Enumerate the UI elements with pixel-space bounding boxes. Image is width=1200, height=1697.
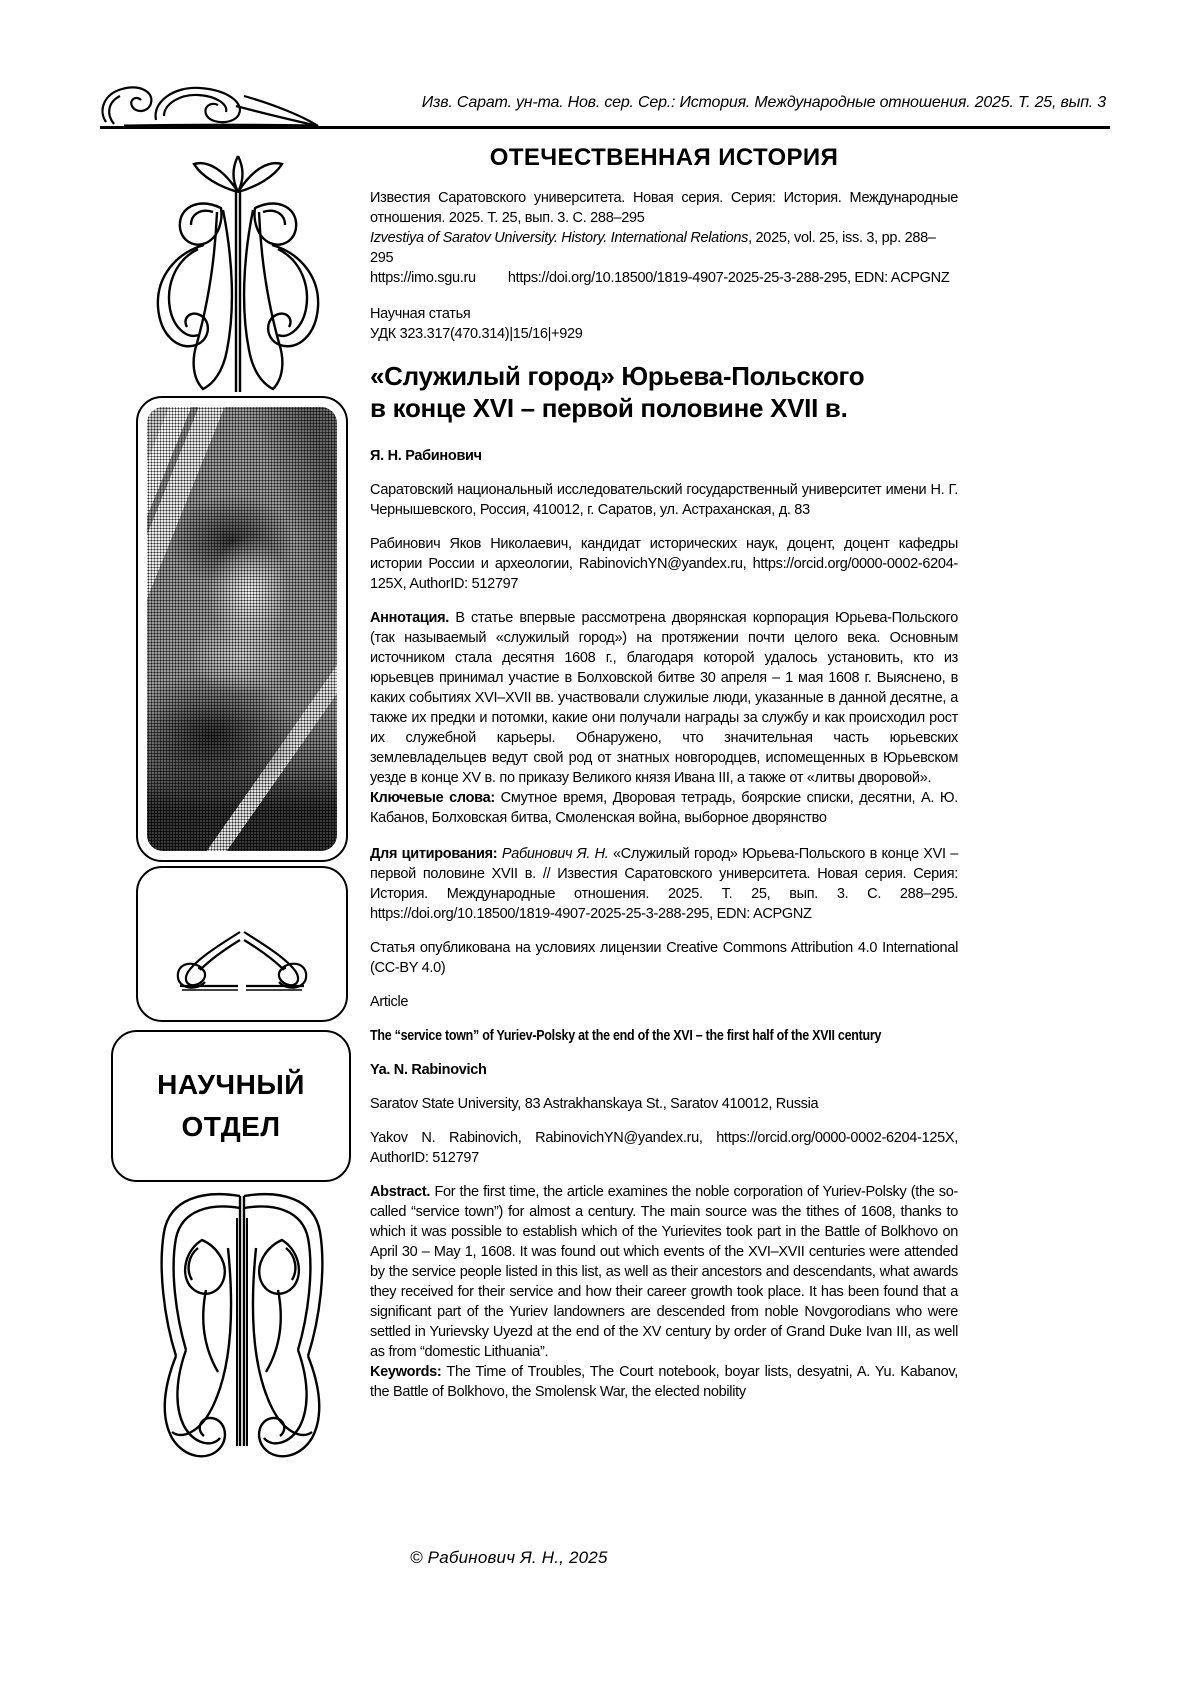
article-front-matter [370, 144, 959, 1418]
abstract-label-en: Abstract. [370, 1184, 431, 1200]
article-title-ru [370, 360, 958, 424]
keywords-label-en: Keywords: [370, 1364, 442, 1380]
article-meta-ru [370, 304, 958, 344]
license-statement: Статья опубликована на условиях лицензии Creative Commons Attribution 4.0 International (CC-BY 4.0) [370, 940, 958, 976]
for-citation-ru [370, 844, 958, 924]
keywords-en [370, 1362, 958, 1402]
affiliation-en: Saratov State University, 83 Astrakhanskaya St., Saratov 410012, Russia [370, 1096, 819, 1112]
ornament-panel [136, 866, 348, 1022]
journal-citation-en [370, 228, 958, 268]
keywords-ru [370, 788, 958, 828]
running-head: Изв. Сарат. ун-та. Нов. сер. Сер.: История. Международные отношения. 2025. Т. 25, вып. 3 [421, 94, 1106, 111]
sidebar-label-line1: НАУЧНЫЙ [157, 1069, 305, 1100]
journal-title-en: Izvestiya of Saratov University. History. International Relations [370, 230, 749, 246]
author-info-en: Yakov N. Rabinovich, RabinovichYN@yandex.ru, https://orcid.org/0000-0002-6204-125X, AuthorID: 512797 [370, 1130, 958, 1166]
floral-ornament-small [166, 924, 318, 996]
section-title: ОТЕЧЕСТВЕННАЯ ИСТОРИЯ [489, 144, 839, 171]
abstract-block-en [370, 1182, 958, 1402]
affiliation-ru: Саратовский национальный исследовательский государственный университет имени Н. Г. Чернышевского, Россия, 410012, г. Саратов, ул. Астраханская, д. 83 [370, 482, 958, 518]
abstract-text-en: For the first time, the article examines the noble corporation of Yuriev-Polsky (the so-called “service town”) for almost a century. The main source was the tithes of 1608, thanks to which it was possible to establish which of the Yurievites took part in the Battle of Bolkhovo on April 30 – May 1, 1608. It was found out which events of the XVI–XVII centuries were attended by the service people listed in this list, as well as their ancestors and descendants, what awards they received for their service and how their career growth took place. It has been found that a significant part of the Yuriev landowners are descended from noble Novgorodians who were settled in Yurievsky Uyezd at the end of the XV century by order of Grand Duke Ivan III, as well as from “domestic Lithuania”. [370, 1184, 958, 1360]
article-title-en: The “service town” of Yuriev-Polsky at the end of the XVI – the first half of the XVII century [370, 1028, 882, 1044]
journal-site-link[interactable]: https://imo.sgu.ru [370, 270, 476, 286]
for-citation-text: «Служилый город» Юрьева-Польского в конце XVI – первой половине XVII в. // Известия Саратовского университета. Новая серия. Серия: История. Международные отношения. 2025. Т. 25, вып. 3. С. 288–295. https://doi.org/10.18500/1819-4907-2025-25-3-288-295, EDN: ACPGNZ [370, 846, 959, 922]
floral-ornament-top [142, 150, 334, 394]
article-type-ru: Научная статья [370, 306, 471, 322]
keywords-label-ru: Ключевые слова: [370, 790, 495, 806]
keywords-text-en: The Time of Troubles, The Court notebook, boyar lists, desyatni, A. Yu. Kabanov, the Battle of Bolkhovo, the Smolensk War, the elected nobility [370, 1364, 958, 1400]
journal-links-line [370, 268, 958, 288]
udc-code: УДК 323.317(470.314)|15/16|+929 [370, 326, 583, 342]
header-rule [100, 126, 1110, 129]
for-citation-authors: Рабинович Я. Н. [501, 846, 609, 862]
journal-citation-block [370, 188, 958, 288]
header-swirl-ornament [94, 76, 322, 130]
article-title-ru-line2: в конце XVI – первой половине XVII в. [370, 393, 848, 423]
author-info-ru: Рабинович Яков Николаевич, кандидат исторических наук, доцент, доцент кафедры истории России и археологии, RabinovichYN@yandex.ru, https://orcid.org/0000-0002-6204-125X, AuthorID: 512797 [370, 536, 958, 592]
abstract-en [370, 1182, 958, 1362]
sidebar-label-line2: ОТДЕЛ [181, 1111, 281, 1142]
author-name-en: Ya. N. Rabinovich [370, 1062, 487, 1078]
floral-ornament-bottom [140, 1188, 344, 1514]
journal-citation-ru: Известия Саратовского университета. Новая серия. Серия: История. Международные отношения. 2025. Т. 25, вып. 3. С. 288–295 [370, 190, 958, 226]
article-title-ru-line1: «Служилый город» Юрьева-Польского [370, 361, 865, 391]
keywords-text-ru: Смутное время, Дворовая тетрадь, боярские списки, десятни, А. Ю. Кабанов, Болховская битва, Смоленская война, выборное дворянство [370, 790, 958, 826]
for-citation-label: Для цитирования: [370, 846, 498, 862]
abstract-ru [370, 608, 958, 788]
illustration-panel [136, 396, 348, 862]
doi-link[interactable]: https://doi.org/10.18500/1819-4907-2025-25-3-288-295, EDN: ACPGNZ [507, 270, 950, 286]
journal-citation-en-rest: , 2025, vol. 25, iss. 3, pp. 288–295 [370, 230, 936, 266]
copyright-notice: © Рабинович Я. Н., 2025 [410, 1548, 608, 1567]
article-type-en: Article [370, 994, 409, 1010]
author-name-ru: Я. Н. Рабинович [370, 448, 482, 464]
article-illustration [147, 407, 337, 851]
section-label-panel [111, 1030, 351, 1182]
abstract-text-ru: В статье впервые рассмотрена дворянская корпорация Юрьева-Польского (так называемый «служилый город») на протяжении почти целого века. Основным источником стала десятня 1608 г., благодаря которой удалось установить, кто из юрьевцев принимал участие в Болховской битве 30 апреля – 1 мая 1608 г. Выяснено, в каких событиях XVI–XVII вв. участвовали служилые люди, указанные в данной десятне, а также их предки и потомки, какие они получали награды за службу и как происходил рост их служебной карьеры. Обнаружено, что значительная часть юрьевских землевладельцев ведут свой род от знатных новгородцев, испомещенных в Юрьевском уезде в конце XV в. по приказу Великого князя Ивана III, а также от «литвы дворовой». [370, 610, 958, 786]
abstract-label-ru: Аннотация. [370, 610, 449, 626]
abstract-block-ru [370, 608, 958, 828]
